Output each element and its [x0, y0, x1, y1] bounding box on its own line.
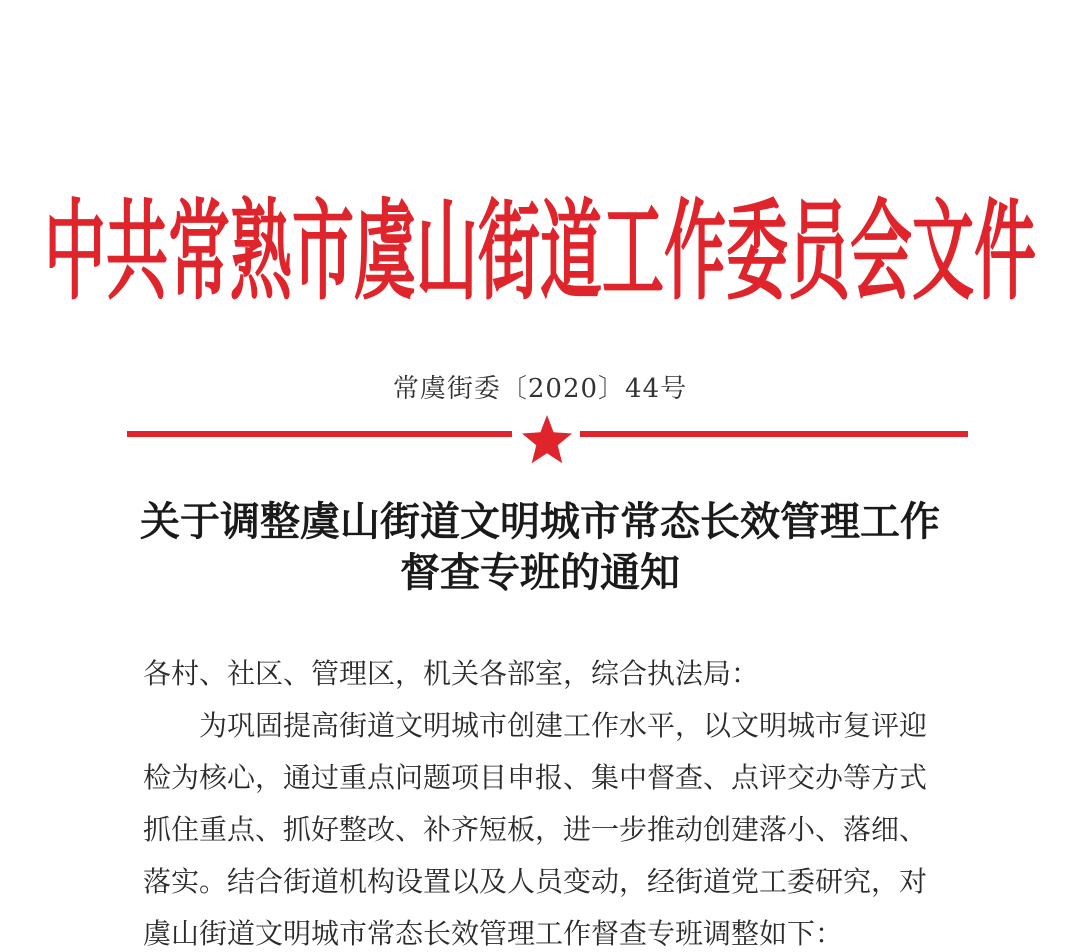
body-line: 虞山街道文明城市常态长效管理工作督查专班调整如下： [143, 917, 844, 950]
red-header [0, 172, 1080, 315]
red-rule-left [127, 431, 512, 437]
body-line: 检为核心，通过重点问题项目申报、集中督查、点评交办等方式 [143, 761, 928, 794]
body-line: 抓住重点、抓好整改、补齐短板，进一步推动创建落小、落细、 [143, 813, 928, 846]
notice-title-line-1: 关于调整虞山街道文明城市常态长效管理工作 [140, 498, 940, 545]
salutation: 各村、社区、管理区，机关各部室，综合执法局： [143, 657, 760, 690]
red-rule-right [580, 431, 968, 437]
red-star-icon [519, 414, 575, 464]
notice-title-line-2: 督查专班的通知 [400, 549, 680, 596]
body-line: 为巩固提高街道文明城市创建工作水平，以文明城市复评迎 [199, 709, 928, 742]
document-number: 常虞街委〔2020〕44号 [392, 374, 688, 404]
body-line: 落实。结合街道机构设置以及人员变动，经街道党工委研究，对 [143, 865, 928, 898]
issuer-title: 中共常熟市虞山街道工作委员会文件 [43, 186, 1036, 315]
